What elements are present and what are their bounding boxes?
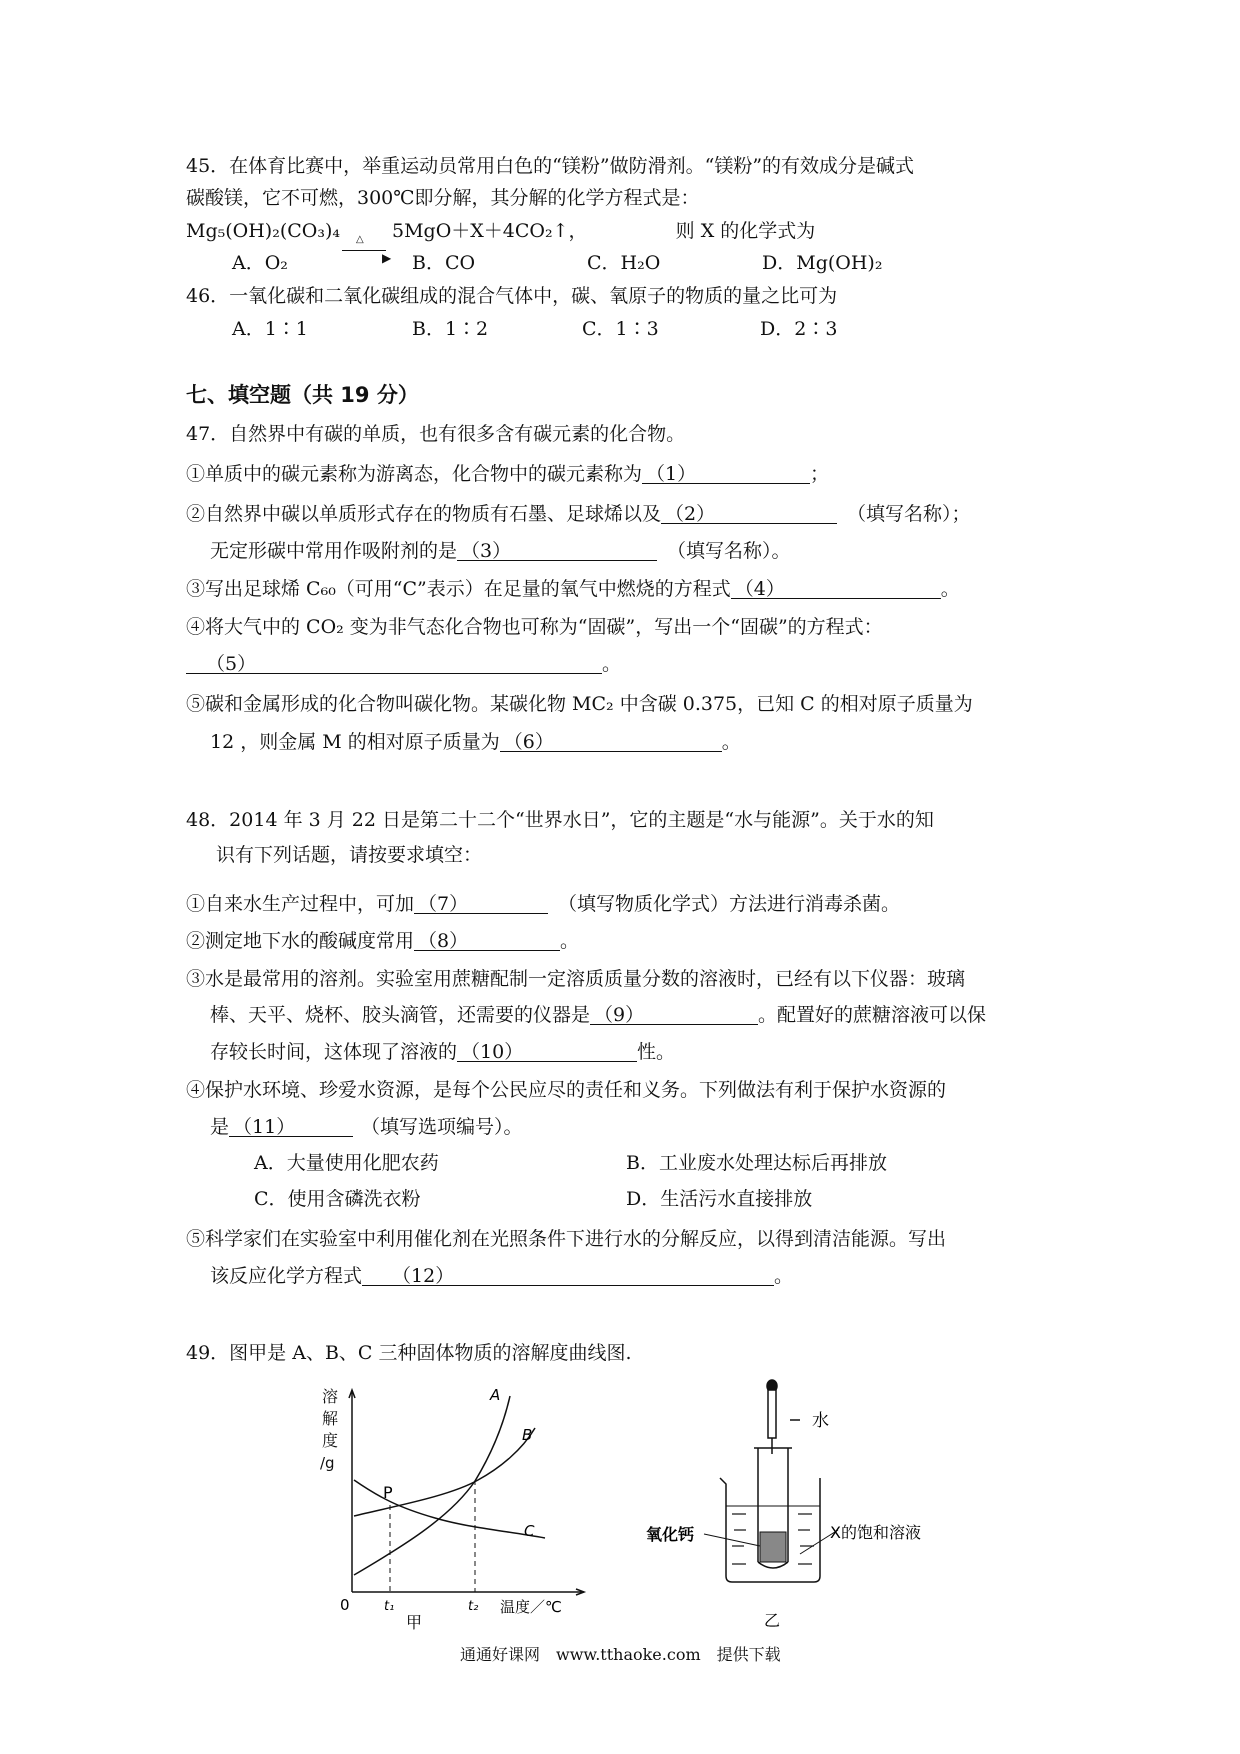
t1-label: t₁ [384,1599,395,1614]
origin-label: 0 [340,1596,350,1614]
q48-item5: ⑤科学家们在实验室中利用催化剂在光照条件下进行水的分解反应，以得到清洁能源。写出 [186,1228,947,1250]
q48-option-c: C．使用含磷洗衣粉 [254,1188,421,1210]
answer-blank-6[interactable]: （6） [500,729,722,752]
saturated-solution-label: X的饱和溶液 [830,1523,921,1542]
answer-blank-5[interactable]: （5） [186,651,602,674]
calcium-oxide-solid [760,1532,786,1562]
curve-a-label: A [490,1386,501,1404]
answer-blank-7[interactable]: （7） [414,891,548,914]
q48-intro-line2: 识有下列话题，请按要求填空： [216,844,483,866]
y-label-char-1: 溶 [322,1387,339,1406]
q47-item4: ④将大气中的 CO₂ 变为非气态化合物也可称为“固碳”，写出一个“固碳”的方程式： [186,616,883,638]
q45-option-b: B．CO [412,252,476,274]
q45-option-a: A．O₂ [232,252,288,274]
answer-blank-1[interactable]: （1） [642,461,810,484]
q46-option-d: D．2∶3 [760,318,838,340]
figure-jia-caption: 甲 [406,1613,423,1630]
beaker-apparatus-figure [640,1378,950,1630]
q48-option-d: D．生活污水直接排放 [626,1188,813,1210]
q47-item5b: 12 ，则金属 M 的相对原子质量为 （6） 。 [210,731,741,753]
q47-item2: ②自然界中碳以单质形式存在的物质有石墨、足球烯以及 （2） （填写名称）； [186,503,971,525]
x-axis-label: 温度／℃ [500,1598,562,1616]
q48-item3c: 存较长时间，这体现了溶液的 （10） 性。 [210,1041,676,1063]
q48-intro-line1: 48．2014 年 3 月 22 日是第二十二个“世界水日”，它的主题是“水与能源”。关于水的知 [186,809,934,831]
q47-item4b: （5） 。 [186,651,621,677]
q45-option-d: D．Mg(OH)₂ [762,252,883,274]
curve-c-label: C [524,1522,535,1540]
answer-blank-12[interactable]: （12） [362,1263,774,1286]
y-label-char-2: 解 [322,1409,339,1428]
q49-intro: 49．图甲是 A、B、C 三种固体物质的溶解度曲线图. [186,1342,632,1364]
q45-line1: 45．在体育比赛中，举重运动员常用白色的“镁粉”做防滑剂。“镁粉”的有效成分是碱式 [186,155,915,177]
q46-option-a: A．1∶1 [232,318,308,340]
q46-line1: 46．一氧化碳和二氧化碳组成的混合气体中，碳、氧原子的物质的量之比可为 [186,285,838,307]
q46-option-c: C．1∶3 [582,318,659,340]
water-label: 水 [812,1411,829,1431]
curve-b [354,1428,535,1516]
q47-item3: ③写出足球烯 C₆₀（可用“C”表示）在足量的氧气中燃烧的方程式 （4） 。 [186,578,960,600]
q48-item5b: 该反应化学方程式 （12） 。 [210,1265,794,1287]
q46-options [232,316,837,342]
q48-option-b: B．工业废水处理达标后再排放 [626,1152,887,1174]
calcium-oxide-label: 氧化钙 [646,1525,695,1544]
q45-eq-ask: 则 X 的化学式为 [675,220,816,242]
figure-yi-caption: 乙 [764,1611,781,1630]
answer-blank-10[interactable]: （10） [457,1039,637,1062]
q47-item2b: 无定形碳中常用作吸附剂的是 （3） （填写名称）。 [210,540,791,562]
q48-option-a: A．大量使用化肥农药 [254,1152,439,1174]
q45-eq-left: Mg₅(OH)₂(CO₃)₄ [186,220,340,242]
q45-options [232,250,882,276]
page-footer: 通通好课网 www.tthaoke.com 提供下载 [460,1645,781,1664]
q48-item2: ②测定地下水的酸碱度常用 （8） 。 [186,930,580,952]
answer-blank-4[interactable]: （4） [731,576,941,599]
y-label-unit: /g [320,1454,335,1472]
q48-item4: ④保护水环境、珍爱水资源，是每个公民应尽的责任和义务。下列做法有利于保护水资源的 [186,1079,947,1101]
answer-blank-3[interactable]: （3） [457,538,657,561]
point-p-label: P [383,1483,393,1502]
q45-option-c: C．H₂O [587,252,661,274]
q45-eq-right: 5MgO＋X＋4CO₂↑， [392,220,588,242]
solubility-curve-figure [300,1378,600,1630]
q48-item3b: 棒、天平、烧杯、胶头滴管，还需要的仪器是 （9） 。配置好的蔗糖溶液可以保 [210,1004,987,1026]
curve-b-label: B [522,1426,533,1444]
heat-icon: △ [356,234,364,245]
answer-blank-8[interactable]: （8） [414,928,560,951]
curve-a [354,1396,510,1575]
q46-option-b: B．1∶2 [412,318,489,340]
q48-item3: ③水是最常用的溶剂。实验室用蔗糖配制一定溶质质量分数的溶液时，已经有以下仪器：玻璃 [186,968,966,990]
dropper-tube [768,1390,776,1438]
q48-item4b: 是 （11） （填写选项编号）。 [210,1116,523,1138]
q47-intro: 47．自然界中有碳的单质，也有很多含有碳元素的化合物。 [186,423,686,445]
answer-blank-2[interactable]: （2） [661,501,837,524]
q45-line2: 碳酸镁，它不可燃，300℃即分解，其分解的化学方程式是： [186,187,700,209]
y-label-char-3: 度 [322,1431,339,1450]
answer-blank-11[interactable]: （11） [229,1114,353,1137]
q45-equation: Mg₅(OH)₂(CO₃)₄ △ ▶ 5MgO＋X＋4CO₂↑， 则 X 的化学式为 [186,220,816,265]
section-heading: 七、填空题（共 19 分） [186,383,419,407]
answer-blank-9[interactable]: （9） [590,1002,758,1025]
q47-item1: ①单质中的碳元素称为游离态，化合物中的碳元素称为 （1） ； [186,463,830,485]
q48-item1: ①自来水生产过程中，可加 （7） （填写物质化学式）方法进行消毒杀菌。 [186,893,901,915]
q47-item5: ⑤碳和金属形成的化合物叫碳化物。某碳化物 MC₂ 中含碳 0.375，已知 C 的相对原子质量为 [186,693,973,715]
calcium-oxide-pointer [704,1534,760,1546]
t2-label: t₂ [468,1599,479,1614]
